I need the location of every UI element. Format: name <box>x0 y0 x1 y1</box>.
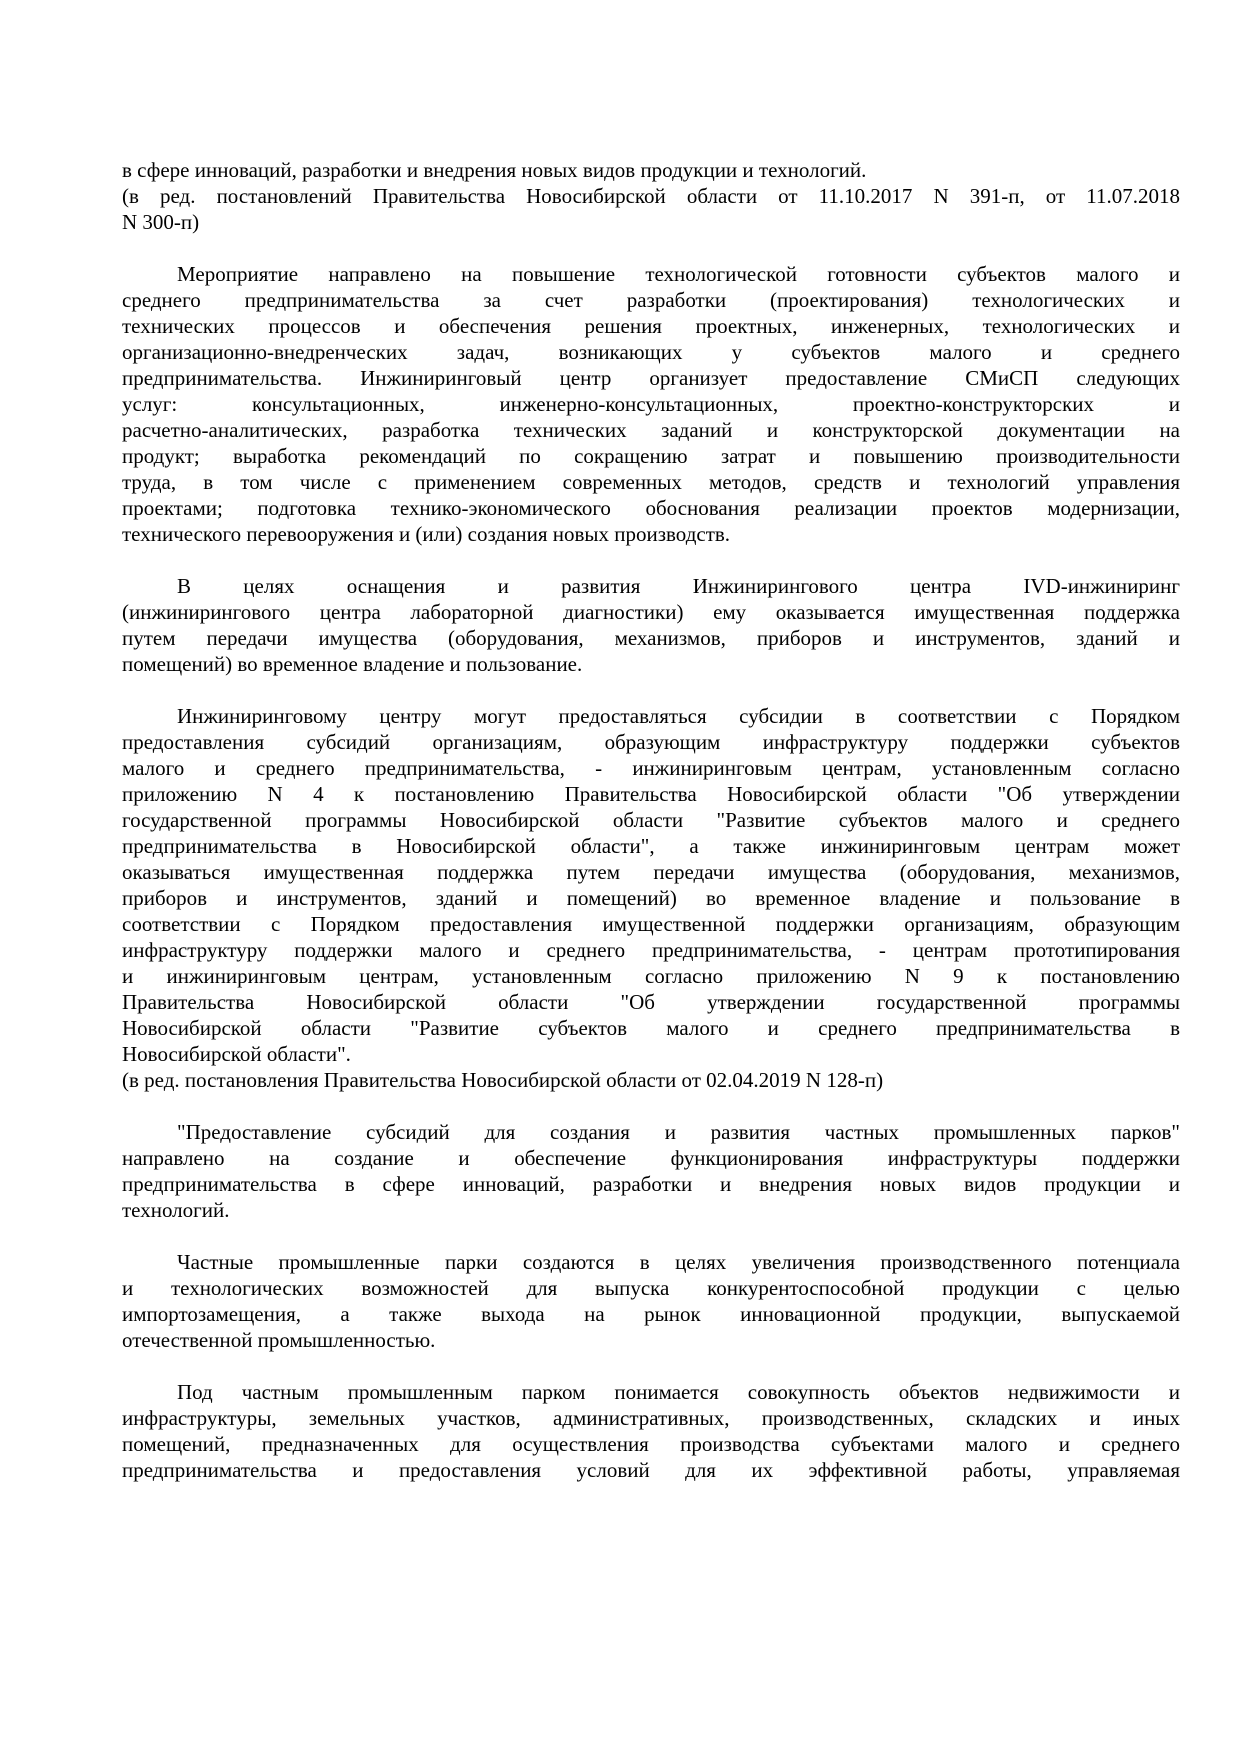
text-line: проектами; подготовка технико-экономического обоснования реализации проектов модернизации, <box>122 496 1180 520</box>
text-line: труда, в том числе с применением современных методов, средств и технологий управления <box>122 470 1180 494</box>
paragraph <box>122 1119 1180 1223</box>
text-line: соответствии с Порядком предоставления имущественной поддержки организациям, образующим <box>122 912 1180 936</box>
text-line: Правительства Новосибирской области "Об утверждении государственной программы <box>122 990 1180 1014</box>
text-line: (в ред. постановлений Правительства Новосибирской области от 11.10.2017 N 391-п, от 11.07.2018 <box>122 184 1180 208</box>
text-line: предпринимательства в сфере инноваций, разработки и внедрения новых видов продукции и <box>122 1172 1180 1196</box>
text-line: приборов и инструментов, зданий и помещений) во временное владение и пользование в <box>122 886 1180 910</box>
text-line: инфраструктуры, земельных участков, административных, производственных, складских и иных <box>122 1406 1180 1430</box>
text-line: Новосибирской области "Развитие субъектов малого и среднего предпринимательства в <box>122 1016 1180 1040</box>
text-line: услуг: консультационных, инженерно-консультационных, проектно-конструкторских и <box>122 392 1180 416</box>
paragraph <box>122 1249 1180 1353</box>
paragraph <box>122 573 1180 677</box>
text-line: среднего предпринимательства за счет разработки (проектирования) технологических и <box>122 288 1180 312</box>
text-line: предпринимательства. Инжиниринговый центр организует предоставление СМиСП следующих <box>122 366 1180 390</box>
text-line: предпринимательства и предоставления условий для их эффективной работы, управляемая <box>122 1458 1180 1482</box>
text-line: (инжинирингового центра лабораторной диагностики) ему оказывается имущественная поддержка <box>122 600 1180 624</box>
text-line: N 300-п) <box>122 210 200 234</box>
text-line: продукт; выработка рекомендаций по сокращению затрат и повышению производительности <box>122 444 1180 468</box>
text-line: оказываться имущественная поддержка путем передачи имущества (оборудования, механизмов, <box>122 860 1180 884</box>
text-line: импортозамещения, а также выхода на рынок инновационной продукции, выпускаемой <box>122 1302 1180 1326</box>
paragraph <box>122 157 1180 183</box>
paragraph <box>122 703 1180 1067</box>
text-line: направлено на создание и обеспечение функционирования инфраструктуры поддержки <box>122 1146 1180 1170</box>
text-line: в сфере инноваций, разработки и внедрения новых видов продукции и технологий. <box>122 158 867 182</box>
text-line: отечественной промышленностью. <box>122 1328 436 1352</box>
text-line: организационно-внедренческих задач, возникающих у субъектов малого и среднего <box>122 340 1180 364</box>
text-line: технических процессов и обеспечения решения проектных, инженерных, технологических и <box>122 314 1180 338</box>
text-line: (в ред. постановления Правительства Новосибирской области от 02.04.2019 N 128-п) <box>122 1068 884 1092</box>
text-line: технического перевооружения и (или) создания новых производств. <box>122 522 731 546</box>
text-line: технологий. <box>122 1198 230 1222</box>
text-line: и технологических возможностей для выпуска конкурентоспособной продукции с целью <box>122 1276 1180 1300</box>
text-line: помещений, предназначенных для осуществления производства субъектами малого и среднего <box>122 1432 1180 1456</box>
text-line: и инжиниринговым центрам, установленным согласно приложению N 9 к постановлению <box>122 964 1180 988</box>
text-line: Инжиниринговому центру могут предоставляться субсидии в соответствии с Порядком <box>177 704 1180 728</box>
text-line: приложению N 4 к постановлению Правительства Новосибирской области "Об утверждении <box>122 782 1180 806</box>
text-line: "Предоставление субсидий для создания и развития частных промышленных парков" <box>177 1120 1180 1144</box>
text-line: Новосибирской области". <box>122 1042 351 1066</box>
text-line: помещений) во временное владение и пользование. <box>122 652 583 676</box>
text-line: Под частным промышленным парком понимается совокупность объектов недвижимости и <box>177 1380 1180 1404</box>
text-line: малого и среднего предпринимательства, - инжиниринговым центрам, установленным согласно <box>122 756 1180 780</box>
text-line: государственной программы Новосибирской области "Развитие субъектов малого и среднего <box>122 808 1180 832</box>
text-line: Мероприятие направлено на повышение технологической готовности субъектов малого и <box>177 262 1180 286</box>
text-line: расчетно-аналитических, разработка технических заданий и конструкторской документации на <box>122 418 1180 442</box>
text-line: предпринимательства в Новосибирской области", а также инжиниринговым центрам может <box>122 834 1180 858</box>
paragraph <box>122 261 1180 547</box>
text-line: путем передачи имущества (оборудования, механизмов, приборов и инструментов, зданий и <box>122 626 1180 650</box>
text-line: предоставления субсидий организациям, образующим инфраструктуру поддержки субъектов <box>122 730 1180 754</box>
document-page <box>122 157 1180 1509</box>
paragraph <box>122 1379 1180 1483</box>
text-line: инфраструктуру поддержки малого и среднего предпринимательства, - центрам прототипирования <box>122 938 1180 962</box>
text-line: Частные промышленные парки создаются в целях увеличения производственного потенциала <box>177 1250 1180 1274</box>
paragraph <box>122 183 1180 235</box>
paragraph <box>122 1067 1180 1093</box>
text-line: В целях оснащения и развития Инжинирингового центра IVD-инжиниринг <box>177 574 1180 598</box>
